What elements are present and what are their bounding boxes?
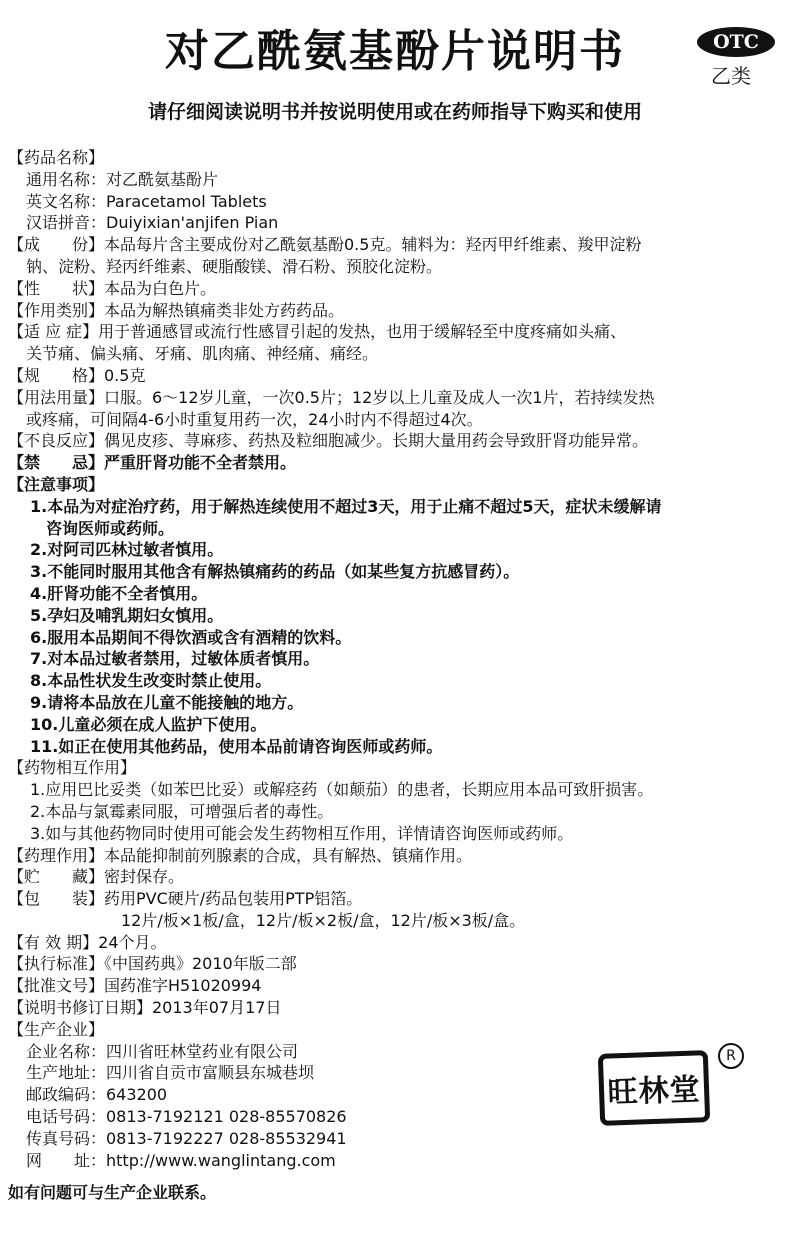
section-specification: 【规 格】0.5克 [8, 365, 146, 385]
precaution-item: 9.请将本品放在儿童不能接触的地方。 [30, 692, 304, 712]
section-ingredients: 【成 份】本品每片含主要成份对乙酰氨基酚0.5克。辅料为：羟丙甲纤维素、羧甲淀粉 [8, 235, 642, 255]
interaction-item: 3.如与其他药物同时使用可能会发生药物相互作用，详情请咨询医师或药师。 [30, 823, 574, 843]
packaging-cont: 12片/板×1板/盒，12片/板×2板/盒，12片/板×3板/盒。 [121, 910, 526, 930]
english-name: 英文名称：Paracetamol Tablets [26, 191, 267, 211]
precaution-item: 10.儿童必须在成人监护下使用。 [30, 714, 267, 734]
section-approval-number: 【批准文号】国药准字H51020994 [8, 976, 262, 996]
precaution-item: 1.本品为对症治疗药，用于解热连续使用不超过3天，用于止痛不超过5天，症状未缓解请 [30, 496, 662, 516]
section-contraindications [8, 452, 788, 474]
ingredients-cont: 钠、淀粉、羟丙纤维素、硬脂酸镁、滑石粉、预胶化淀粉。 [26, 256, 443, 276]
section-adverse-reactions: 【不良反应】偶见皮疹、荨麻疹、药热及粒细胞减少。长期大量用药会导致肝肾功能异常。 [8, 431, 649, 451]
brand-seal-logo: 旺林堂 [598, 1050, 710, 1126]
section-category: 【作用类别】本品为解热镇痛类非处方药药品。 [8, 300, 345, 320]
fax-numbers: 传真号码：0813-7192227 028-85532941 [26, 1128, 347, 1148]
contraindications-text: 严重肝肾功能不全者禁用。 [104, 453, 297, 473]
interaction-item: 2.本品与氯霉素同服，可增强后者的毒性。 [30, 801, 334, 821]
precaution-item: 11.如正在使用其他药品，使用本品前请咨询医师或药师。 [30, 736, 443, 756]
precaution-item: 8.本品性状发生改变时禁止使用。 [30, 671, 272, 691]
section-precautions: 【注意事项】 [8, 474, 105, 494]
section-packaging: 【包 装】药用PVC硬片/药品包装用PTP铝箔。 [8, 889, 363, 909]
precaution-item: 6.服用本品期间不得饮酒或含有酒精的饮料。 [30, 627, 352, 647]
precaution-item: 7.对本品过敏者禁用，过敏体质者慎用。 [30, 649, 320, 669]
indications-cont: 关节痛、偏头痛、牙痛、肌肉痛、神经痛、痛经。 [26, 344, 379, 364]
footer-note: 如有问题可与生产企业联系。 [8, 1183, 217, 1202]
generic-name: 通用名称：对乙酰氨基酚片 [26, 169, 219, 189]
precaution-item: 5.孕妇及哺乳期妇女慎用。 [30, 605, 224, 625]
section-manufacturer: 【生产企业】 [8, 1019, 105, 1039]
otc-class-label: 乙类 [711, 64, 751, 88]
precaution-item: 4.肝肾功能不全者慎用。 [30, 583, 208, 603]
section-storage: 【贮 藏】密封保存。 [8, 867, 185, 887]
dosage-cont: 或疼痛，可间隔4-6小时重复用药一次，24小时内不得超过4次。 [26, 409, 483, 429]
section-revision-date: 【说明书修订日期】2013年07月17日 [8, 998, 282, 1018]
precaution-item: 3.不能同时服用其他含有解热镇痛药的药品（如某些复方抗感冒药）。 [30, 562, 520, 582]
pinyin-name: 汉语拼音：Duiyixian'anjifen Pian [26, 213, 279, 233]
section-standard: 【执行标准】《中国药典》2010年版二部 [8, 954, 297, 974]
section-pharmacology: 【药理作用】本品能抑制前列腺素的合成，具有解热、镇痛作用。 [8, 845, 473, 865]
subtitle: 请仔细阅读说明书并按说明使用或在药师指导下购买和使用 [147, 101, 642, 123]
precaution-item: 2.对阿司匹林过敏者慎用。 [30, 540, 224, 560]
section-drug-name: 【药品名称】 [8, 148, 105, 167]
leaflet-body [8, 147, 788, 1171]
section-appearance: 【性 状】本品为白色片。 [8, 278, 217, 298]
interaction-item: 1.应用巴比妥类（如苯巴比妥）或解痉药（如颠茄）的患者，长期应用本品可致肝损害。 [30, 780, 654, 800]
postal-code: 邮政编码：643200 [26, 1085, 168, 1105]
otc-badge: OTC [697, 27, 775, 57]
section-indications: 【适 应 症】用于普通感冒或流行性感冒引起的发热，也用于缓解轻至中度疼痛如头痛、 [8, 322, 627, 342]
section-dosage: 【用法用量】口服。6～12岁儿童，一次0.5片；12岁以上儿童及成人一次1片，若持续发热 [8, 387, 655, 407]
company-name: 企业名称：四川省旺林堂药业有限公司 [26, 1041, 299, 1061]
phone-numbers: 电话号码：0813-7192121 028-85570826 [26, 1107, 347, 1127]
section-interactions: 【药物相互作用】 [8, 758, 137, 778]
contraindications-label: 【禁 忌】 [8, 453, 105, 473]
section-expiry: 【有 效 期】24个月。 [8, 932, 167, 952]
page-title: 对乙酰氨基酚片说明书 [165, 26, 625, 77]
website: 网 址：http://www.wanglintang.com [26, 1150, 336, 1170]
company-address: 生产地址：四川省自贡市富顺县东城巷坝 [26, 1063, 315, 1083]
precaution-item-cont: 咨询医师或药师。 [46, 518, 175, 538]
registered-mark-icon: R [718, 1043, 744, 1069]
